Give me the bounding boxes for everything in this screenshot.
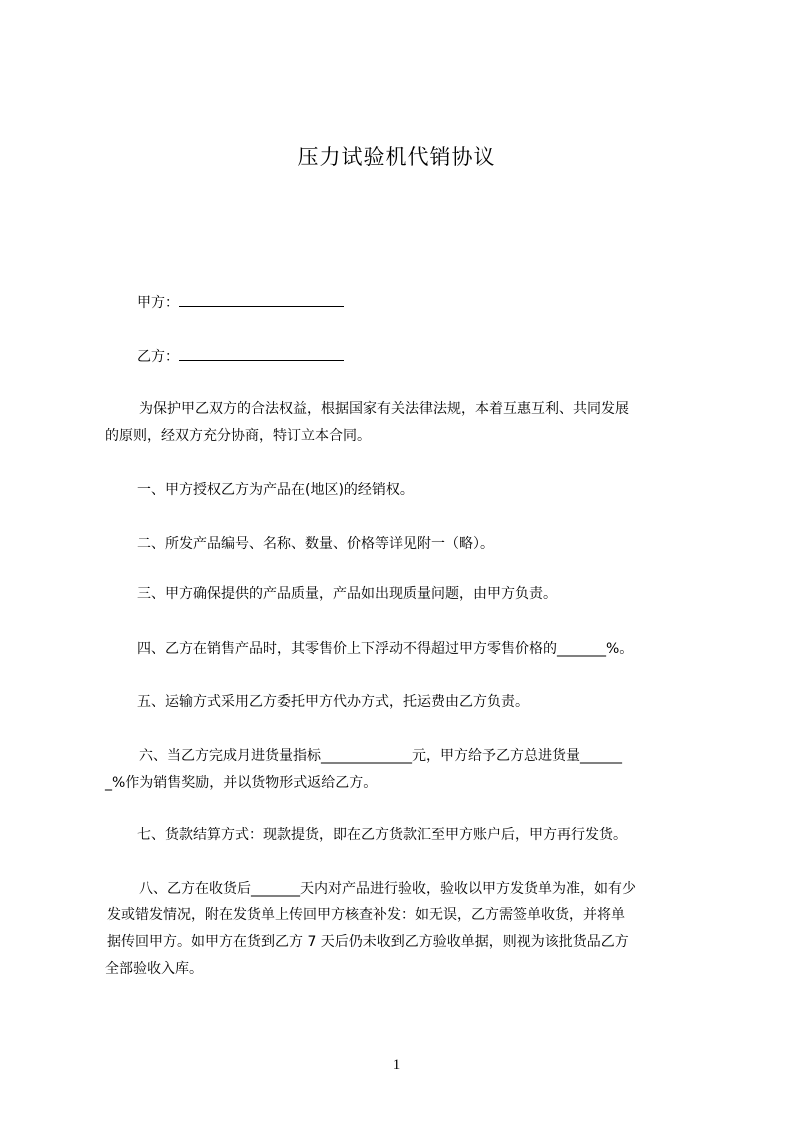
- clause-5: 五、运输方式采用乙方委托甲方代办方式，托运费由乙方负责。: [137, 694, 529, 710]
- party-b-line: [137, 346, 344, 366]
- clause-6-line-2: _%作为销售奖励，并以货物形式返给乙方。: [105, 775, 378, 791]
- party-b-label: 乙方：: [137, 349, 179, 365]
- party-a-label: 甲方：: [137, 295, 179, 311]
- clause-8-line-1: 八、乙方在收货后_______天内对产品进行验收，验收以甲方发货单为准，如有少: [139, 881, 636, 897]
- clause-1: 一、甲方授权乙方为产品在(地区)的经销权。: [137, 482, 414, 498]
- party-b-blank: [179, 346, 344, 361]
- preamble-line-2: 的原则，经双方充分协商，特订立本合同。: [105, 428, 371, 444]
- party-a-blank: [179, 292, 344, 307]
- clause-2: 二、所发产品编号、名称、数量、价格等详见附一（略）。: [137, 536, 494, 552]
- document-title: 压力试验机代销协议: [297, 145, 496, 169]
- clause-4: 四、乙方在销售产品时，其零售价上下浮动不得超过甲方零售价格的_______%。: [137, 641, 634, 657]
- clause-3: 三、甲方确保提供的产品质量，产品如出现质量问题，由甲方负责。: [137, 586, 557, 602]
- page-number: 1: [392, 1057, 401, 1073]
- preamble-line-1: 为保护甲乙双方的合法权益，根据国家有关法律法规，本着互惠互利、共同发展: [139, 401, 629, 417]
- clause-8-line-2: 发或错发情况，附在发货单上传回甲方核查补发：如无误，乙方需签单收货，并将单: [107, 907, 625, 923]
- clause-7: 七、货款结算方式：现款提货，即在乙方货款汇至甲方账户后，甲方再行发货。: [137, 827, 627, 843]
- clause-8-line-3: 据传回甲方。如甲方在货到乙方 7 天后仍未收到乙方验收单据，则视为该批货品乙方: [107, 934, 629, 950]
- party-a-line: [137, 292, 344, 312]
- clause-8-line-4: 全部验收入库。: [105, 961, 203, 977]
- clause-6-line-1: 六、当乙方完成月进货量指标_____________元，甲方给予乙方总进货量______: [139, 748, 622, 764]
